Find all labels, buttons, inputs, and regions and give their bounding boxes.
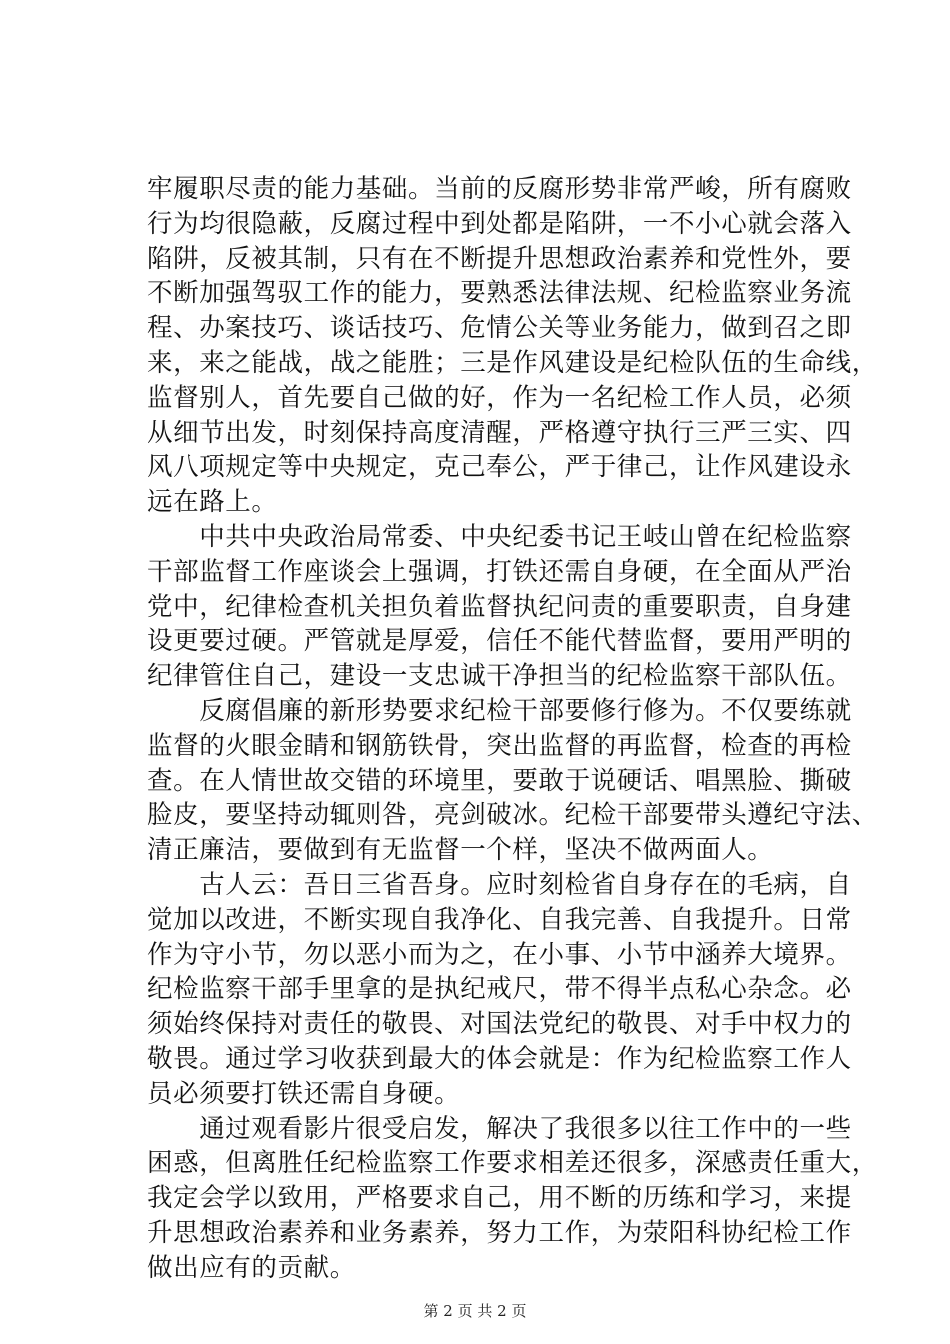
text-line: 设更要过硬。严管就是厚爱，信任不能代替监督，要用严明的 — [147, 626, 852, 657]
text-line: 行为均很隐蔽，反腐过程中到处都是陷阱，一不小心就会落入 — [147, 208, 852, 239]
text-line: 须始终保持对责任的敬畏、对国法党纪的敬畏、对手中权力的 — [147, 1009, 852, 1040]
text-line: 监督的火眼金睛和钢筋铁骨，突出监督的再监督，检查的再检 — [147, 730, 852, 761]
text-line: 不断加强驾驭工作的能力，要熟悉法律法规、纪检监察业务流 — [147, 278, 852, 309]
text-line: 查。在人情世故交错的环境里，要敢于说硬话、唱黑脸、撕破 — [147, 765, 852, 796]
text-line: 脸皮，要坚持动辄则咎，亮剑破冰。纪检干部要带头遵纪守法、 — [147, 800, 878, 831]
text-line: 纪律管住自己，建设一支忠诚干净担当的纪检监察干部队伍。 — [147, 661, 852, 692]
text-line: 员必须要打铁还需自身硬。 — [147, 1078, 461, 1109]
body-text — [147, 172, 878, 1286]
text-line: 陷阱，反被其制，只有在不断提升思想政治素养和党性外，要 — [147, 243, 852, 274]
page-footer: 第 2 页 共 2 页 — [423, 1302, 527, 1320]
text-line: 牢履职尽责的能力基础。当前的反腐形势非常严峻，所有腐败 — [147, 174, 852, 204]
text-line: 远在路上。 — [147, 487, 278, 518]
text-line: 我定会学以致用，严格要求自己，用不断的历练和学习，来提 — [147, 1183, 852, 1214]
text-line: 从细节出发，时刻保持高度清醒，严格遵守执行三严三实、四 — [147, 417, 852, 448]
text-line: 中共中央政治局常委、中央纪委书记王岐山曾在纪检监察 — [147, 521, 852, 552]
text-line: 觉加以改进，不断实现自我净化、自我完善、自我提升。日常 — [147, 904, 852, 935]
text-line: 来，来之能战，战之能胜；三是作风建设是纪检队伍的生命线， — [147, 347, 878, 378]
text-line: 敬畏。通过学习收获到最大的体会就是：作为纪检监察工作人 — [147, 1043, 852, 1074]
text-line: 清正廉洁，要做到有无监督一个样，坚决不做两面人。 — [147, 835, 774, 866]
text-line: 反腐倡廉的新形势要求纪检干部要修行修为。不仅要练就 — [147, 695, 852, 726]
text-line: 作为守小节，勿以恶小而为之，在小事、小节中涵养大境界。 — [147, 939, 852, 970]
text-line: 纪检监察干部手里拿的是执纪戒尺，带不得半点私心杂念。必 — [147, 974, 852, 1005]
text-line: 升思想政治素养和业务素养，努力工作，为荥阳科协纪检工作 — [147, 1217, 852, 1248]
text-line: 古人云：吾日三省吾身。应时刻检省自身存在的毛病，自 — [147, 869, 852, 900]
text-line: 通过观看影片很受启发，解决了我很多以往工作中的一些 — [147, 1113, 852, 1144]
text-line: 干部监督工作座谈会上强调，打铁还需自身硬，在全面从严治 — [147, 556, 852, 587]
text-line: 程、办案技巧、谈话技巧、危情公关等业务能力，做到召之即 — [147, 313, 852, 344]
text-line: 风八项规定等中央规定，克己奉公，严于律己，让作风建设永 — [147, 452, 852, 483]
text-line: 监督别人，首先要自己做的好，作为一名纪检工作人员，必须 — [147, 382, 852, 413]
text-line: 困惑，但离胜任纪检监察工作要求相差还很多，深感责任重大， — [147, 1148, 878, 1179]
text-line: 党中，纪律检查机关担负着监督执纪问责的重要职责，自身建 — [147, 591, 852, 622]
text-line: 做出应有的贡献。 — [147, 1252, 356, 1283]
